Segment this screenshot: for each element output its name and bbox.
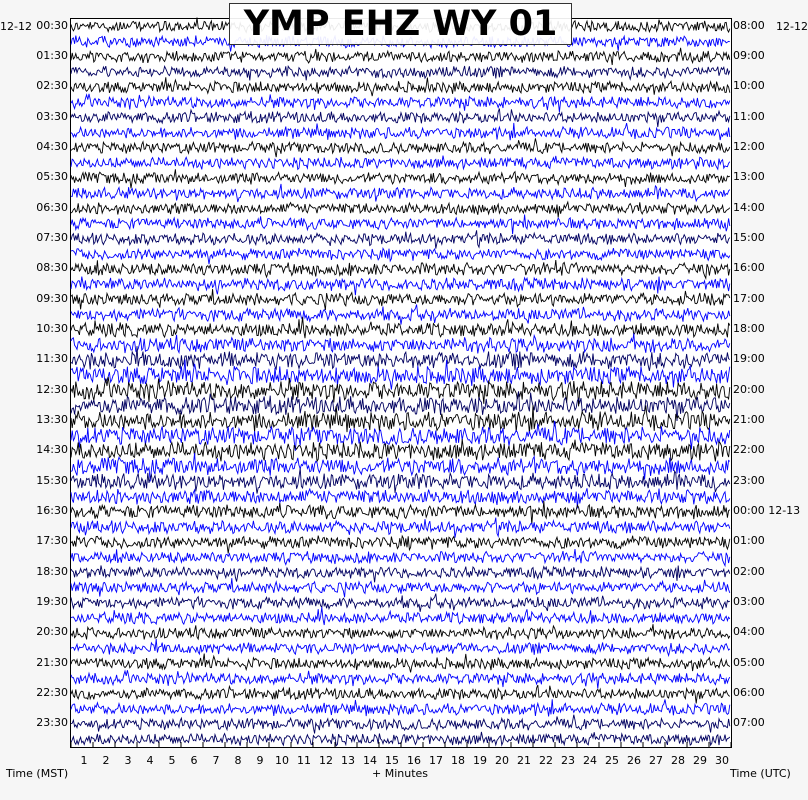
right-time-label: 09:00	[733, 48, 765, 62]
right-axis-title: Time (UTC)	[730, 767, 791, 780]
right-time-label: 15:00	[733, 230, 765, 244]
seismic-trace-18	[71, 277, 730, 296]
seismic-trace-41	[71, 624, 730, 639]
seismic-trace-48	[71, 732, 730, 746]
seismic-trace-16	[71, 248, 730, 264]
right-time-label: 02:00	[733, 564, 765, 578]
left-time-label: 22:30	[36, 685, 68, 699]
left-time-label: 01:30	[36, 48, 68, 62]
seismogram-plot-area	[70, 18, 732, 748]
right-time-label: 18:00	[733, 321, 765, 335]
seismic-trace-39	[71, 594, 730, 612]
right-time-label: 22:00	[733, 443, 765, 457]
seismic-trace-23	[71, 346, 730, 371]
seismic-trace-3	[71, 48, 730, 65]
right-time-label: 14:00	[733, 200, 765, 214]
seismic-trace-40	[71, 607, 730, 625]
x-tick-label: 12	[319, 754, 333, 767]
x-tick-label: 4	[146, 754, 154, 767]
seismic-trace-43	[71, 654, 730, 673]
x-tick-label: 19	[473, 754, 487, 767]
right-time-label: 13:00	[733, 170, 765, 184]
seismic-trace-47	[71, 715, 730, 734]
x-tick-label: 1	[80, 754, 88, 767]
x-tick-label: 15	[385, 754, 399, 767]
right-time-label: 19:00	[733, 352, 765, 366]
x-tick-label: 25	[605, 754, 619, 767]
seismic-trace-36	[71, 549, 730, 566]
x-tick-label: 3	[124, 754, 132, 767]
seismic-trace-9	[71, 138, 730, 157]
x-tick-label: 28	[671, 754, 685, 767]
x-tick-label: 5	[168, 754, 176, 767]
right-time-label: 05:00	[733, 655, 765, 669]
seismic-trace-7	[71, 109, 730, 128]
right-time-label: 16:00	[733, 261, 765, 275]
chart-title: YMP EHZ WY 01	[229, 3, 572, 45]
seismic-trace-29	[71, 439, 730, 461]
x-tick-label: 18	[451, 754, 465, 767]
seismic-trace-15	[71, 230, 730, 248]
x-tick-label: 17	[429, 754, 443, 767]
left-time-label: 18:30	[36, 564, 68, 578]
seismic-trace-46	[71, 699, 730, 716]
x-tick-label: 24	[583, 754, 597, 767]
seismic-trace-10	[71, 156, 730, 170]
left-time-label: 19:30	[36, 594, 68, 608]
right-time-label: 10:00	[733, 79, 765, 93]
right-time-label: 12:00	[733, 139, 765, 153]
left-time-label: 11:30	[36, 352, 68, 366]
right-time-label: 21:00	[733, 412, 765, 426]
seismic-trace-44	[71, 670, 730, 688]
left-time-label: 12:30	[36, 382, 68, 396]
seismic-trace-13	[71, 202, 730, 217]
midnight-date-label: 12-13	[764, 503, 801, 517]
x-tick-label: 21	[517, 754, 531, 767]
left-time-label: 00:30	[36, 18, 68, 32]
right-time-label: 20:00	[733, 382, 765, 396]
x-tick-label: 8	[234, 754, 242, 767]
seismic-trace-20	[71, 305, 730, 325]
seismic-trace-12	[71, 184, 730, 202]
seismic-trace-32	[71, 488, 730, 508]
seismic-trace-33	[71, 501, 730, 525]
x-tick-label: 6	[190, 754, 198, 767]
seismic-trace-45	[71, 685, 730, 703]
seismic-trace-38	[71, 578, 730, 597]
x-tick-label: 14	[363, 754, 377, 767]
left-date-label: 12-12	[0, 20, 32, 33]
seismogram-traces	[71, 19, 731, 747]
x-tick-label: 27	[649, 754, 663, 767]
right-time-label: 04:00	[733, 625, 765, 639]
left-axis-title: Time (MST)	[6, 767, 69, 780]
seismic-trace-6	[71, 94, 730, 112]
left-time-label: 09:30	[36, 291, 68, 305]
right-date-label: 12-12	[776, 20, 808, 33]
x-tick-label: 22	[539, 754, 553, 767]
seismic-trace-11	[71, 169, 730, 188]
x-tick-label: 9	[256, 754, 264, 767]
seismic-trace-31	[71, 468, 730, 493]
seismic-trace-37	[71, 565, 730, 582]
x-axis-title: + Minutes	[372, 767, 429, 780]
seismic-trace-17	[71, 260, 730, 278]
right-time-label: 11:00	[733, 109, 765, 123]
x-tick-label: 7	[212, 754, 220, 767]
seismic-trace-34	[71, 518, 730, 538]
x-tick-label: 26	[627, 754, 641, 767]
left-time-label: 05:30	[36, 170, 68, 184]
seismic-trace-42	[71, 639, 730, 655]
seismic-trace-4	[71, 66, 730, 80]
right-time-label: 07:00	[733, 716, 765, 730]
left-time-label: 08:30	[36, 261, 68, 275]
right-time-label: 00:00 12-13	[733, 503, 801, 517]
seismic-trace-8	[71, 123, 730, 140]
x-tick-label: 11	[297, 754, 311, 767]
x-tick-label: 10	[275, 754, 289, 767]
right-time-label: 03:00	[733, 594, 765, 608]
left-time-label: 03:30	[36, 109, 68, 123]
x-tick-label: 23	[561, 754, 575, 767]
right-time-label: 01:00	[733, 534, 765, 548]
left-time-label: 13:30	[36, 412, 68, 426]
left-time-label: 06:30	[36, 200, 68, 214]
seismic-trace-14	[71, 215, 730, 235]
right-time-label: 06:00	[733, 685, 765, 699]
left-time-label: 20:30	[36, 625, 68, 639]
seismic-trace-5	[71, 77, 730, 96]
right-time-label: 08:00	[733, 18, 765, 32]
left-time-label: 21:30	[36, 655, 68, 669]
x-tick-label: 20	[495, 754, 509, 767]
left-time-label: 10:30	[36, 321, 68, 335]
left-time-label: 16:30	[36, 503, 68, 517]
seismic-trace-22	[71, 333, 730, 353]
left-time-label: 04:30	[36, 139, 68, 153]
left-time-label: 17:30	[36, 534, 68, 548]
left-time-label: 23:30	[36, 716, 68, 730]
x-tick-label: 30	[715, 754, 729, 767]
right-time-label: 23:00	[733, 473, 765, 487]
left-time-label: 02:30	[36, 79, 68, 93]
x-tick-label: 29	[693, 754, 707, 767]
x-tick-label: 16	[407, 754, 421, 767]
seismic-trace-35	[71, 536, 730, 554]
x-tick-label: 13	[341, 754, 355, 767]
seismic-trace-28	[71, 421, 730, 451]
left-time-label: 07:30	[36, 230, 68, 244]
left-time-label: 14:30	[36, 443, 68, 457]
right-time-label: 17:00	[733, 291, 765, 305]
left-time-label: 15:30	[36, 473, 68, 487]
seismic-trace-19	[71, 289, 730, 310]
x-tick-label: 2	[102, 754, 110, 767]
